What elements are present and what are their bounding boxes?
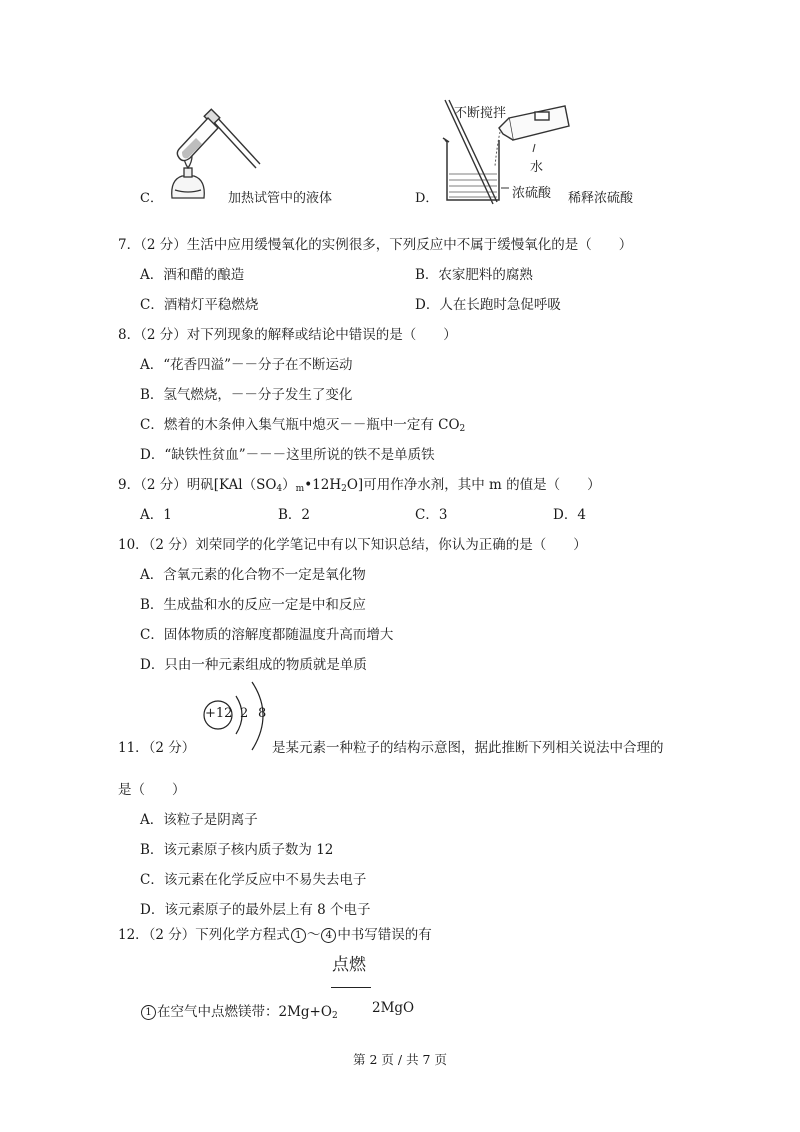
question-11-option-c: C．该元素在化学反应中不易失去电子: [140, 872, 367, 888]
question-11-stem-number: 11．（2 分）: [118, 740, 196, 756]
question-9-option-c: C．3: [415, 507, 448, 523]
q9-part: 9．（2 分）明矾[KAl（SO: [118, 477, 277, 493]
question-8-option-a: A．“花香四溢”－－分子在不断运动: [140, 357, 353, 373]
question-10-option-b: B．生成盐和水的反应一定是中和反应: [140, 597, 366, 613]
question-9-stem: [118, 473, 601, 494]
option-c-caption: 加热试管中的液体: [228, 191, 333, 206]
question-10-option-c: C．固体物质的溶解度都随温度升高而增大: [140, 627, 394, 643]
shell-1-electrons: 2: [240, 706, 249, 721]
question-8-stem: 8．（2 分）对下列现象的解释或结论中错误的是（ ）: [118, 327, 457, 343]
question-9-option-d: D．4: [553, 507, 586, 523]
question-7-option-c: C．酒精灯平稳燃烧: [140, 297, 259, 313]
question-7-option-b: B．农家肥料的腐熟: [415, 267, 533, 283]
q9-part: ）: [282, 477, 296, 493]
question-8-option-d: D．“缺铁性贫血”－－－这里所说的铁不是单质铁: [140, 447, 435, 463]
nucleus-charge: +12: [205, 706, 233, 721]
question-10-stem: 10．（2 分）刘荣同学的化学笔记中有以下知识总结，你认为正确的是（ ）: [118, 537, 587, 553]
equation-product: 2MgO: [372, 1000, 415, 1016]
question-12-stem: [118, 923, 432, 943]
stir-label: 不断搅拌: [454, 106, 507, 121]
question-7-option-a: A．酒和醋的酿造: [140, 267, 245, 283]
question-9-option-a: A．1: [140, 507, 172, 523]
circled-number: 1: [141, 1005, 156, 1020]
option-d-letter: D．: [415, 191, 439, 206]
question-8-option-c-text: C．燃着的木条伸入集气瓶中熄灭－－瓶中一定有 CO: [140, 417, 460, 433]
question-8-option-c: [140, 413, 465, 434]
question-10-option-d: D．只由一种元素组成的物质就是单质: [140, 657, 367, 673]
q12-part: ～: [306, 927, 321, 943]
subscript: 2: [331, 1011, 338, 1021]
page-footer: 第 2 页 / 共 7 页: [353, 1052, 447, 1067]
reaction-arrow-line: [331, 987, 371, 988]
question-11-option-a: A．该粒子是阴离子: [140, 812, 258, 828]
circled-number: 4: [321, 928, 336, 943]
question-7-stem: 7．（2 分）生活中应用缓慢氧化的实例很多，下列反应中不属于缓慢氧化的是（ ）: [118, 237, 633, 253]
question-11-stem: 是某元素一种粒子的结构示意图，据此推断下列相关说法中合理的: [272, 740, 664, 756]
question-10-option-a: A．含氧元素的化合物不一定是氧化物: [140, 567, 366, 583]
option-d-caption: 稀释浓硫酸: [568, 191, 634, 206]
q9-part: O]可用作净水剂，其中 m 的值是（ ）: [346, 477, 601, 493]
subscript: 2: [341, 484, 347, 494]
question-7-option-d: D．人在长跑时急促呼吸: [415, 297, 561, 313]
q9-part: •12H: [304, 477, 342, 493]
equation-1: [140, 1000, 338, 1021]
question-11-option-b: B．该元素原子核内质子数为 12: [140, 842, 334, 858]
circled-number: 1: [291, 928, 306, 943]
reaction-condition: 点燃: [332, 955, 366, 975]
question-11-option-d: D．该元素原子的最外层上有 8 个电子: [140, 902, 371, 918]
question-8-option-b: B．氢气燃烧，－－分子发生了变化: [140, 387, 353, 403]
subscript: 2: [459, 424, 466, 434]
subscript: 4: [276, 484, 283, 494]
q12-part: 12．（2 分）下列化学方程式: [118, 927, 290, 943]
question-9-option-b: B．2: [278, 507, 311, 523]
q12-part: 中书写错误的有: [337, 927, 432, 943]
water-label: 水: [530, 160, 544, 175]
shell-2-electrons: 8: [258, 706, 267, 721]
acid-label: 浓硫酸: [512, 186, 552, 201]
option-c-letter: C．: [140, 191, 163, 206]
question-11-stem-continued: 是（ ）: [118, 782, 186, 798]
equation-text: 在空气中点燃镁带：2Mg+O: [157, 1004, 332, 1020]
subscript: m: [295, 484, 305, 494]
